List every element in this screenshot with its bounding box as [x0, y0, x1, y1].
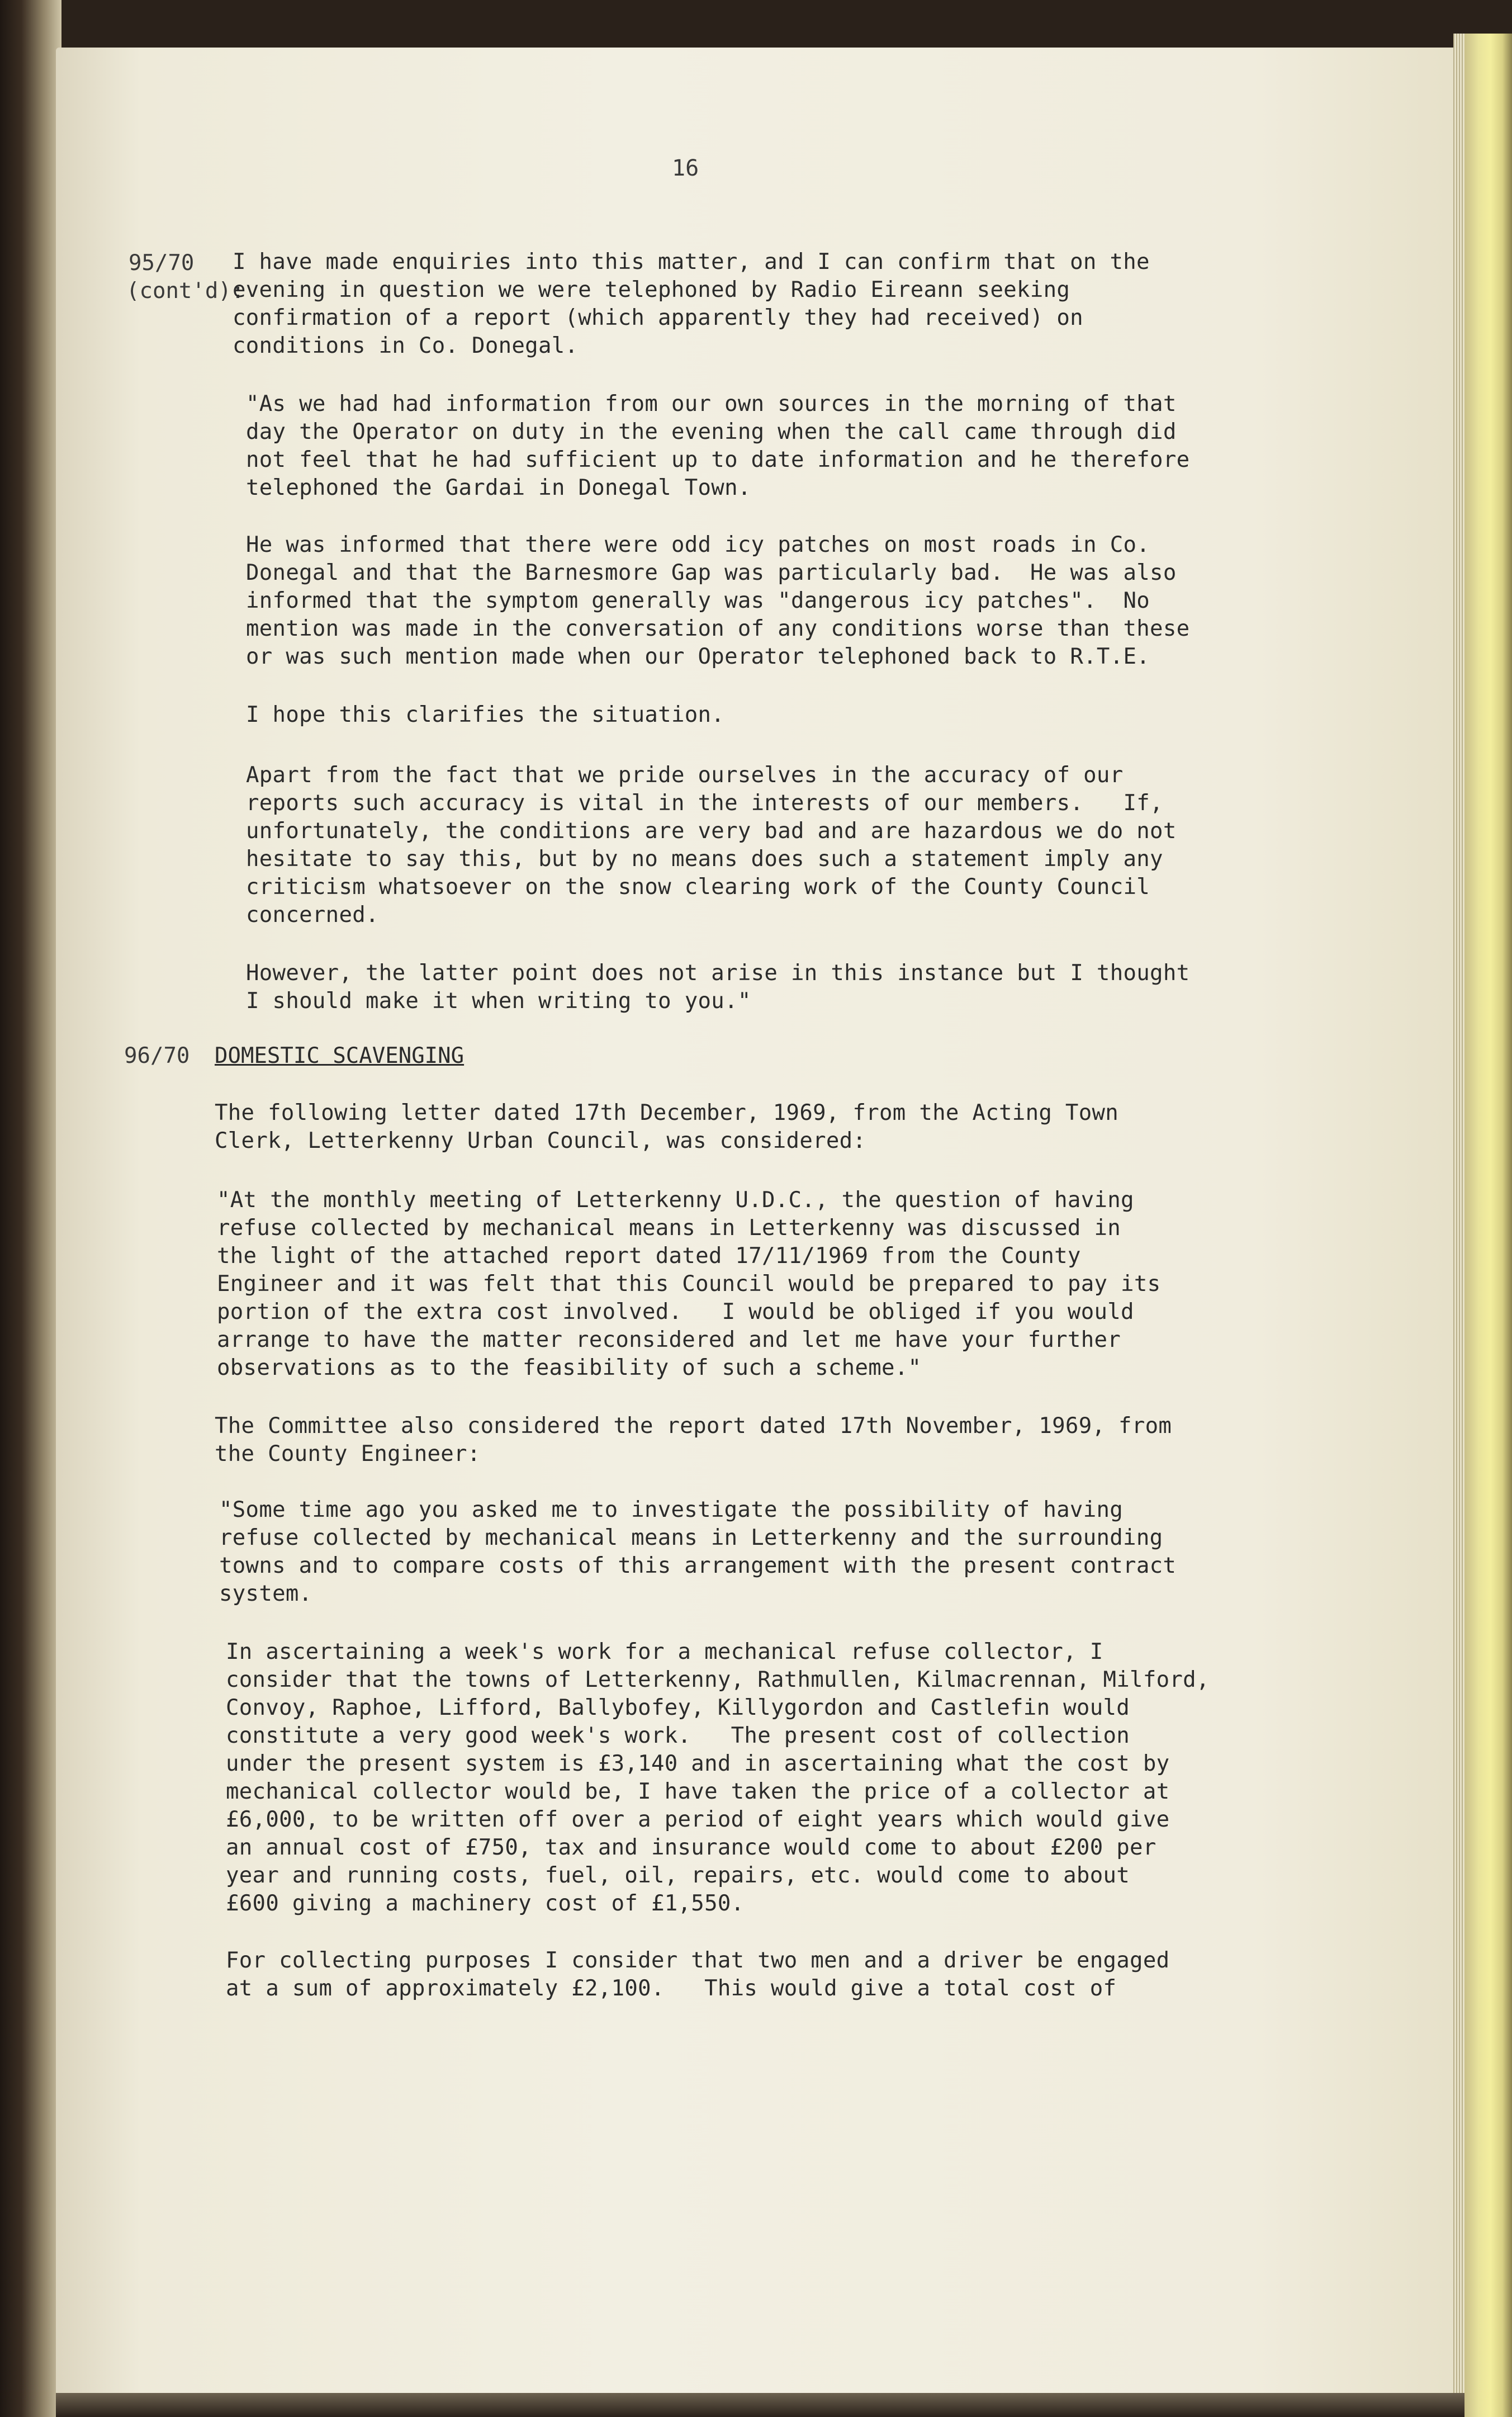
text-line: informed that the symptom generally was "dangerous icy patches". No — [246, 588, 1150, 613]
text-line: mechanical collector would be, I have taken the price of a collector at — [226, 1779, 1170, 1804]
text-line: system. — [219, 1581, 312, 1606]
text-line: However, the latter point does not arise in this instance but I thought — [246, 961, 1190, 986]
paragraph — [246, 390, 1189, 502]
text-line: an annual cost of £750, tax and insurance would come to about £200 per — [226, 1835, 1156, 1860]
paragraph — [246, 761, 1177, 929]
page-number: 16 — [672, 155, 699, 181]
text-line: not feel that he had sufficient up to date information and he therefore — [246, 447, 1190, 472]
text-line: year and running costs, fuel, oil, repairs, etc. would come to about — [226, 1863, 1130, 1888]
text-line: £600 giving a machinery cost of £1,550. — [226, 1891, 745, 1916]
text-line: £6,000, to be written off over a period of eight years which would give — [226, 1807, 1170, 1832]
text-line: unfortunately, the conditions are very bad and are hazardous we do not — [246, 819, 1177, 844]
paragraph — [226, 1947, 1169, 2003]
text-line: "Some time ago you asked me to investigate the possibility of having — [219, 1497, 1124, 1522]
paragraph — [217, 1186, 1160, 1382]
text-line: consider that the towns of Letterkenny, Rathmullen, Kilmacrennan, Milford, — [226, 1667, 1210, 1692]
paragraph — [246, 701, 724, 729]
text-line: concerned. — [246, 902, 379, 928]
text-line: Donegal and that the Barnesmore Gap was particularly bad. He was also — [246, 560, 1177, 585]
text-line: constitute a very good week's work. The present cost of collection — [226, 1723, 1130, 1748]
text-line: evening in question we were telephoned by Radio Eireann seeking — [233, 277, 1070, 302]
section-heading: DOMESTIC SCAVENGING — [215, 1043, 464, 1068]
text-line: Clerk, Letterkenny Urban Council, was considered: — [215, 1128, 866, 1153]
minute-ref: 95/70 — [129, 250, 195, 276]
text-line: Convoy, Raphoe, Lifford, Ballybofey, Killygordon and Castlefin would — [226, 1695, 1130, 1720]
paragraph — [246, 959, 1189, 1015]
minute-ref-continued: (cont'd): — [126, 278, 245, 304]
text-line: under the present system is £3,140 and in ascertaining what the cost by — [226, 1751, 1170, 1776]
text-line: at a sum of approximately £2,100. This would give a total cost of — [226, 1976, 1117, 2001]
text-line: Engineer and it was felt that this Council would be prepared to pay its — [217, 1271, 1161, 1297]
paragraph — [215, 1099, 1118, 1155]
text-line: hesitate to say this, but by no means does such a statement imply any — [246, 846, 1163, 872]
text-line: The Committee also considered the report dated 17th November, 1969, from — [215, 1413, 1172, 1439]
text-line: portion of the extra cost involved. I would be obliged if you would — [217, 1299, 1134, 1325]
text-line: I have made enquiries into this matter, and I can confirm that on the — [233, 249, 1150, 275]
text-line: refuse collected by mechanical means in Letterkenny and the surrounding — [219, 1525, 1163, 1550]
text-line: He was informed that there were odd icy patches on most roads in Co. — [246, 532, 1150, 557]
text-line: telephoned the Gardai in Donegal Town. — [246, 475, 751, 500]
text-line: reports such accuracy is vital in the interests of our members. If, — [246, 791, 1163, 816]
text-line: arrange to have the matter reconsidered and let me have your further — [217, 1327, 1121, 1352]
text-line: conditions in Co. Donegal. — [233, 333, 579, 358]
text-line: "At the monthly meeting of Letterkenny U.D.C., the question of having — [217, 1188, 1134, 1213]
text-line: mention was made in the conversation of any conditions worse than these — [246, 616, 1190, 641]
paragraph — [246, 531, 1189, 671]
text-line: In ascertaining a week's work for a mechanical refuse collector, I — [226, 1639, 1103, 1664]
text-line: criticism whatsoever on the snow clearing work of the County Council — [246, 874, 1150, 900]
text-line: "As we had had information from our own sources in the morning of that — [246, 391, 1177, 417]
text-line: or was such mention made when our Operator telephoned back to R.T.E. — [246, 644, 1150, 669]
paragraph — [215, 1412, 1172, 1468]
text-line: Apart from the fact that we pride ourselves in the accuracy of our — [246, 763, 1124, 788]
text-line: the County Engineer: — [215, 1441, 481, 1467]
text-line: observations as to the feasibility of such a scheme." — [217, 1355, 922, 1380]
text-line: the light of the attached report dated 17/11/1969 from the County — [217, 1243, 1081, 1269]
text-line: towns and to compare costs of this arrangement with the present contract — [219, 1553, 1177, 1578]
paragraph — [226, 1638, 1210, 1918]
text-line: day the Operator on duty in the evening when the call came through did — [246, 419, 1177, 444]
minute-ref: 96/70 — [124, 1043, 190, 1068]
text-line: The following letter dated 17th December, 1969, from the Acting Town — [215, 1100, 1119, 1125]
text-line: For collecting purposes I consider that two men and a driver be engaged — [226, 1948, 1170, 1973]
text-line: I should make it when writing to you." — [246, 988, 751, 1014]
paragraph — [233, 248, 1150, 360]
paragraph — [219, 1496, 1176, 1608]
text-line: refuse collected by mechanical means in Letterkenny was discussed in — [217, 1215, 1121, 1241]
text-line: I hope this clarifies the situation. — [246, 702, 725, 727]
text-line: confirmation of a report (which apparently they had received) on — [233, 305, 1083, 330]
